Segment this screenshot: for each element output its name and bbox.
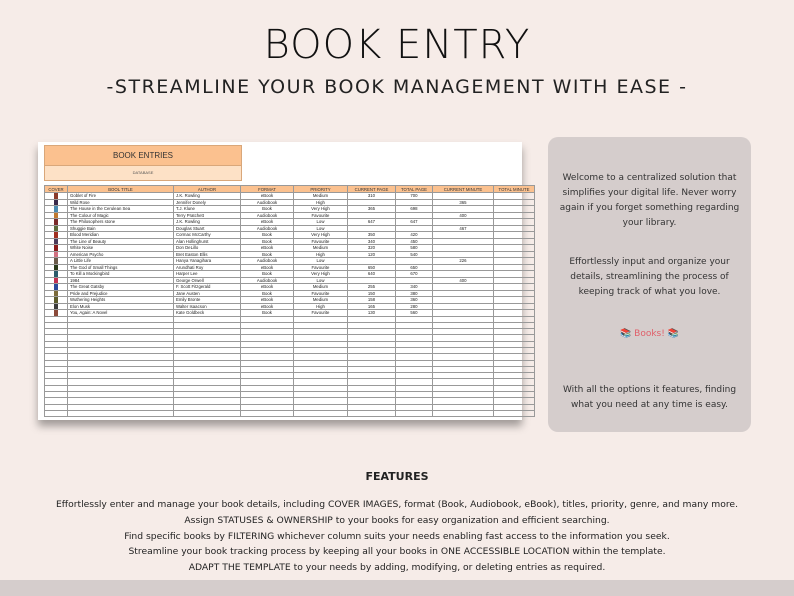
cur-min-cell <box>433 410 494 416</box>
author-cell: Cormac McCarthy <box>174 232 241 239</box>
table-row <box>45 410 535 416</box>
title-cell: Elon Musk <box>68 303 174 310</box>
cover-image <box>54 226 58 232</box>
format-cell: Book <box>241 251 294 258</box>
title-cell: Pride and Prejudice <box>68 290 174 297</box>
author-cell: Jane Austen <box>174 290 241 297</box>
cur-page-cell: 320 <box>348 245 396 252</box>
format-cell: eBook <box>241 303 294 310</box>
format-cell: Audiobook <box>241 212 294 219</box>
total-minute-cell <box>494 410 535 416</box>
author-cell: Emily Bronte <box>174 297 241 304</box>
cur-page-cell: 310 <box>348 193 396 200</box>
cover-image <box>54 239 58 245</box>
cur-page-cell: 158 <box>348 297 396 304</box>
tot-page-cell: 580 <box>396 245 433 252</box>
features-list <box>0 497 794 576</box>
format-cell: Audiobook <box>241 225 294 232</box>
author-cell: T.J. Klune <box>174 206 241 213</box>
title-cell: The House in the Cerulean Sea <box>68 206 174 213</box>
cur-page-cell: 130 <box>348 310 396 317</box>
cover-image <box>54 252 58 258</box>
format-cell: eBook <box>241 245 294 252</box>
column-header: TOTAL MINUTE <box>494 186 535 193</box>
priority-cell: High <box>294 199 348 206</box>
cur-page-cell: 340 <box>348 238 396 245</box>
format-cell: eBook <box>241 264 294 271</box>
title-cell: White Noise <box>68 245 174 252</box>
priority-cell: Very High <box>294 271 348 278</box>
panel-books-label: 📚 Books! 📚 <box>620 329 679 339</box>
cover-image <box>54 245 58 251</box>
priority-cell: Low <box>294 225 348 232</box>
sheet-subheading: DATABASE <box>45 166 241 180</box>
tot-page-cell: 360 <box>396 297 433 304</box>
title-cell: Blood Meridian <box>68 232 174 239</box>
priority-cell: Very High <box>294 206 348 213</box>
cover-image <box>54 284 58 290</box>
title-cell: 1984 <box>68 277 174 284</box>
author-cell: Alan Hollinghurst <box>174 238 241 245</box>
title-cell: The Line of Beauty <box>68 238 174 245</box>
priority-cell: Medium <box>294 193 348 200</box>
format-cell: Audiobook <box>241 258 294 265</box>
title-cell: The God of Small Things <box>68 264 174 271</box>
tot-page-cell: 380 <box>396 290 433 297</box>
title-cell: Goblet of Fire <box>68 193 174 200</box>
title-cell: The Philosophers stone <box>68 219 174 226</box>
column-header: TOTAL PAGE <box>396 186 433 193</box>
panel-organize-text: Effortlessly input and organize your details, streamlining the process of keeping track of what you love. <box>569 257 730 297</box>
cur-page-cell: 650 <box>348 264 396 271</box>
tot-page-cell: 700 <box>396 193 433 200</box>
cover-image <box>54 258 58 264</box>
panel-options-text: With all the options it features, finding what you need at any time is easy. <box>562 385 737 410</box>
cover-image <box>54 232 58 238</box>
feature-line: Effortlessly enter and manage your book details, including COVER IMAGES, format (Book, Audiobook, eBook), titles, priority, genre, and many more. <box>55 499 739 510</box>
priority-cell: Favourite <box>294 310 348 317</box>
cur-page-cell: 165 <box>348 303 396 310</box>
cover-image <box>54 213 58 219</box>
book-table <box>44 185 535 417</box>
format-cell: Audiobook <box>241 277 294 284</box>
cur-page-cell: 120 <box>348 251 396 258</box>
page-title: BOOK ENTRY <box>263 22 531 68</box>
column-header: COVER <box>45 186 68 193</box>
priority-cell <box>294 410 348 416</box>
format-cell: eBook <box>241 193 294 200</box>
footer-bar <box>0 580 794 596</box>
info-panel <box>548 137 751 432</box>
cover-image <box>54 265 58 271</box>
cur-min-cell: 226 <box>433 258 494 265</box>
author-cell: Bret Easton Ellis <box>174 251 241 258</box>
cur-page-cell: 640 <box>348 271 396 278</box>
cur-page-cell: 647 <box>348 219 396 226</box>
author-cell: George Orwell <box>174 277 241 284</box>
column-header: FORMAT <box>241 186 294 193</box>
author-cell <box>174 410 241 416</box>
priority-cell: Low <box>294 258 348 265</box>
tot-page-cell: 698 <box>396 206 433 213</box>
format-cell: Book <box>241 310 294 317</box>
priority-cell: Favourite <box>294 238 348 245</box>
title-cell: You, Again: A Novel <box>68 310 174 317</box>
priority-cell: Favourite <box>294 264 348 271</box>
feature-line: ADAPT THE TEMPLATE to your needs by adding, modifying, or deleting entries as required. <box>188 562 606 574</box>
column-header: CURRENT PAGE <box>348 186 396 193</box>
author-cell: Harper Lee <box>174 271 241 278</box>
cover-image <box>54 291 58 297</box>
tot-page-cell: 450 <box>396 238 433 245</box>
title-cell: A Little Life <box>68 258 174 265</box>
cover-image <box>54 219 58 225</box>
format-cell: eBook <box>241 297 294 304</box>
spreadsheet-preview <box>38 142 530 420</box>
cover-image <box>54 304 58 310</box>
feature-line: Assign STATUSES & OWNERSHIP to your books for easy organization and efficient searching. <box>184 514 610 526</box>
tot-page-cell: 540 <box>396 251 433 258</box>
cover-image <box>54 271 58 277</box>
sheet-heading: BOOK ENTRIES <box>45 146 241 166</box>
priority-cell: Low <box>294 219 348 226</box>
cur-min-cell: 467 <box>433 225 494 232</box>
table-header-row <box>45 186 535 193</box>
format-cell: Book <box>241 271 294 278</box>
cur-min-cell: 400 <box>433 277 494 284</box>
author-cell: Jennifer Donely <box>174 199 241 206</box>
tot-page-cell: 670 <box>396 271 433 278</box>
title-cell <box>68 410 174 416</box>
feature-line: Streamline your book tracking process by keeping all your books in ONE ACCESSIBLE LOCATION within the template. <box>128 546 666 558</box>
column-header: AUTHOR <box>174 186 241 193</box>
tot-page-cell: 280 <box>396 303 433 310</box>
title-cell: The Colour of Magic <box>68 212 174 219</box>
cur-min-cell: 365 <box>433 199 494 206</box>
title-cell: The Great Gatsby <box>68 284 174 291</box>
column-header: BOOL TITLE <box>68 186 174 193</box>
sheet-header <box>44 145 242 181</box>
cur-page-cell: 365 <box>348 206 396 213</box>
title-cell: American Psycho <box>68 251 174 258</box>
cur-min-cell: 400 <box>433 212 494 219</box>
page-subtitle: -STREAMLINE YOUR BOOK MANAGEMENT WITH EASE - <box>106 76 688 98</box>
author-cell: J.K. Rowling <box>174 219 241 226</box>
cover-image <box>54 310 58 316</box>
author-cell: F. Scott Fitzgerald <box>174 284 241 291</box>
cover-image <box>54 297 58 303</box>
priority-cell: Medium <box>294 297 348 304</box>
cover-image <box>54 206 58 212</box>
cur-page-cell: 255 <box>348 284 396 291</box>
priority-cell: Low <box>294 277 348 284</box>
column-header: CURRENT MINUTE <box>433 186 494 193</box>
cur-page-cell: 350 <box>348 232 396 239</box>
panel-welcome-text: Welcome to a centralized solution that simplifies your digital life. Never worry again if you forget something regarding your library. <box>559 173 740 228</box>
tot-page-cell: 560 <box>396 310 433 317</box>
format-cell <box>241 410 294 416</box>
author-cell: Terry Pratchett <box>174 212 241 219</box>
tot-page-cell: 340 <box>396 284 433 291</box>
priority-cell: Favourite <box>294 290 348 297</box>
title-cell: To Kill a Mockingbird <box>68 271 174 278</box>
feature-line: Find specific books by FILTERING whichever column suits your needs enabling fast access to the information you seek. <box>124 530 670 542</box>
author-cell: Arundhati Roy <box>174 264 241 271</box>
priority-cell: Medium <box>294 284 348 291</box>
tot-page-cell <box>396 410 433 416</box>
tot-page-cell: 650 <box>396 264 433 271</box>
title-cell: Shuggie Bain <box>68 225 174 232</box>
features-heading: FEATURES <box>365 470 429 483</box>
format-cell: eBook <box>241 284 294 291</box>
priority-cell: High <box>294 303 348 310</box>
format-cell: eBook <box>241 219 294 226</box>
format-cell: Book <box>241 290 294 297</box>
cover-image <box>54 200 58 206</box>
author-cell: Don DeLillo <box>174 245 241 252</box>
format-cell: Book <box>241 206 294 213</box>
format-cell: Audiobook <box>241 199 294 206</box>
priority-cell: Very High <box>294 232 348 239</box>
author-cell: Douglas Stuart <box>174 225 241 232</box>
format-cell: Book <box>241 232 294 239</box>
cover-cell <box>45 410 68 416</box>
title-cell: Wuthering Heights <box>68 297 174 304</box>
cover-image <box>54 278 58 284</box>
priority-cell: High <box>294 251 348 258</box>
priority-cell: Medium <box>294 245 348 252</box>
cover-image <box>54 193 58 199</box>
column-header: PRIORITY <box>294 186 348 193</box>
author-cell: Hanya Yanagihara <box>174 258 241 265</box>
author-cell: J.K. Rowling <box>174 193 241 200</box>
format-cell: Book <box>241 238 294 245</box>
author-cell: Walter Isaacson <box>174 303 241 310</box>
tot-page-cell: 420 <box>396 232 433 239</box>
cur-page-cell <box>348 410 396 416</box>
cur-page-cell: 150 <box>348 290 396 297</box>
title-cell: Wild Rose <box>68 199 174 206</box>
author-cell: Kate Goldbeck <box>174 310 241 317</box>
priority-cell: Favourite <box>294 212 348 219</box>
tot-page-cell: 647 <box>396 219 433 226</box>
